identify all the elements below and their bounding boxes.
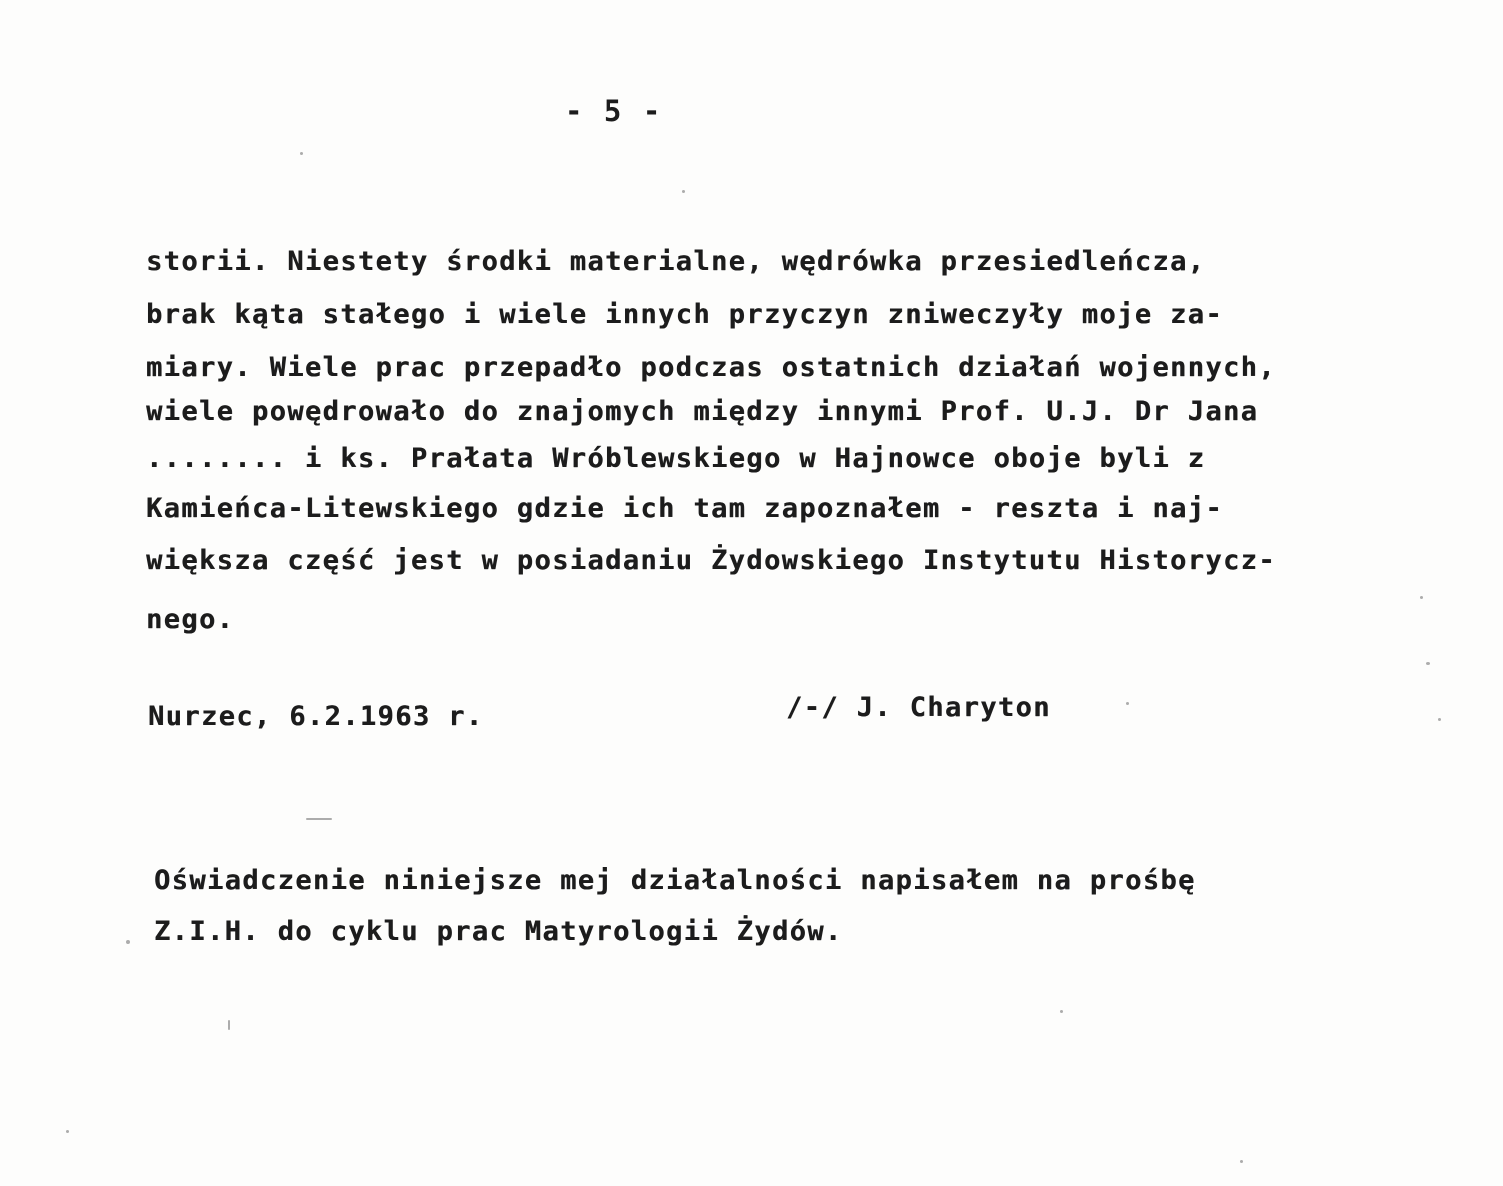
scan-speck — [1426, 662, 1430, 665]
scan-speck — [1420, 596, 1423, 599]
body-line: storii. Niestety środki materialne, wędrówka przesiedleńcza, — [146, 246, 1206, 277]
body-line: miary. Wiele prac przepadło podczas ostatnich działań wojennych, — [146, 352, 1276, 383]
scan-speck — [66, 1130, 69, 1133]
scan-speck — [682, 190, 685, 193]
scan-speck — [1126, 702, 1129, 705]
scan-speck — [228, 1020, 230, 1030]
page-number: - 5 - — [565, 94, 663, 128]
scan-speck — [300, 152, 303, 155]
scan-speck — [306, 818, 332, 820]
scan-speck — [1060, 1010, 1063, 1013]
body-line: ........ i ks. Prałata Wróblewskiego w Hajnowce oboje byli z — [146, 443, 1206, 474]
footer-line: Oświadczenie niniejsze mej działalności napisałem na prośbę — [154, 865, 1196, 896]
body-line: nego. — [146, 604, 235, 635]
body-line: większa część jest w posiadaniu Żydowskiego Instytutu Historycz- — [146, 545, 1276, 576]
place-date: Nurzec, 6.2.1963 r. — [148, 701, 484, 732]
scan-speck — [126, 940, 130, 944]
body-line: brak kąta stałego i wiele innych przyczyn zniweczyły moje za- — [146, 299, 1223, 330]
footer-line: Z.I.H. do cyklu prac Matyrologii Żydów. — [154, 916, 843, 947]
scan-speck — [1438, 718, 1441, 721]
body-line: Kamieńca-Litewskiego gdzie ich tam zapoznałem - reszta i naj- — [146, 493, 1223, 524]
signature: /-/ J. Charyton — [786, 692, 1051, 723]
scan-speck — [1240, 1160, 1243, 1163]
body-line: wiele powędrowało do znajomych między innymi Prof. U.J. Dr Jana — [146, 396, 1259, 427]
